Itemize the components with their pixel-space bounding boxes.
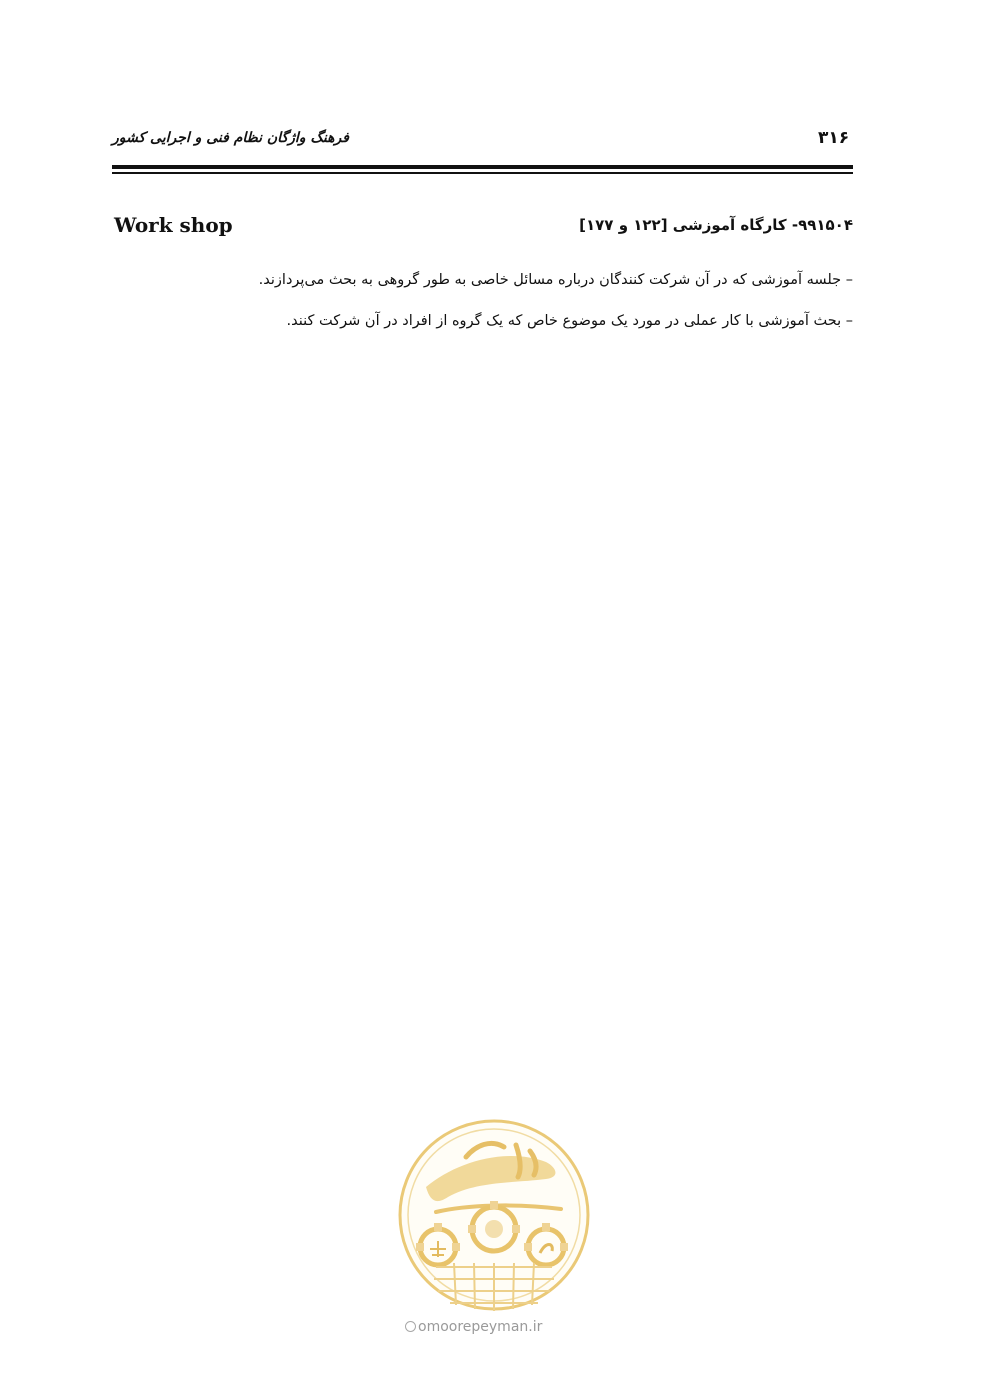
globe-icon (405, 1321, 416, 1332)
definition-item: – جلسه آموزشی که در آن شرکت کنندگان درباره مسائل خاصی به طور گروهی به بحث می‌پردازند. (258, 272, 853, 288)
definition-item: – بحث آموزشی با کار عملی در مورد یک موضوع خاص که یک گروه از افراد در آن شرکت کنند. (286, 313, 853, 329)
header-rule-thin (112, 172, 853, 174)
watermark-logo-graphic (396, 1117, 592, 1313)
definition-list (112, 260, 853, 342)
running-title: فرهنگ واژگان نظام فنی و اجرایی کشور (112, 130, 349, 146)
entry-english-term: Work shop (114, 213, 233, 237)
header-rule-thick (112, 165, 853, 169)
page-number: ۳۱۶ (818, 128, 850, 148)
entry-heading: ۹۹۱۵۰۴- کارگاه آموزشی [۱۲۲ و ۱۷۷] (579, 216, 853, 234)
watermark-site (405, 1319, 585, 1335)
watermark-site-text: omoorepeyman.ir (418, 1319, 543, 1335)
watermark-logo (396, 1117, 592, 1313)
